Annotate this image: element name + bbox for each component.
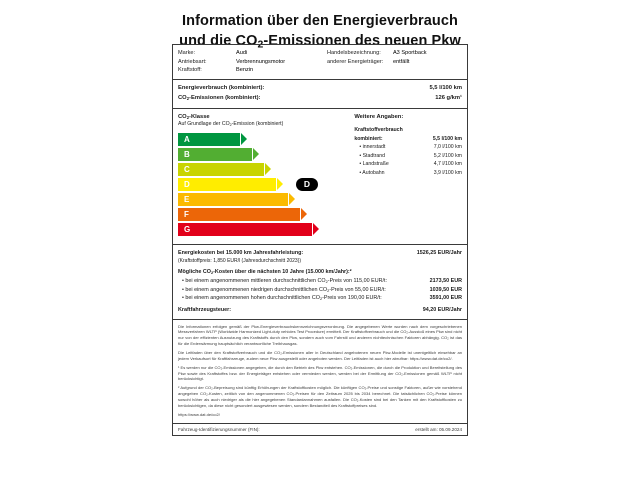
further-details-subtitle: Kraftstoffverbrauch xyxy=(354,126,403,133)
identity-column-left xyxy=(178,49,327,75)
legal-paragraph: Die Informationen erfolgen gemäß der Pkw-Energieverbrauchskennzeichnungsverordnung. Die angegebenen Werte wurden nach dem vorgeschriebenen Messverfahren WLTP (Worldwide Harmonized Light-duty vehicles Test Procedure) ermittelt. Der Kraftstoffverbrauch und die CO₂-Ausstoß eines Pkw sind nicht nur von der effizienten Ausnutzung des Kraftstoffs durch den Pkw, sondern auch vom Fahrstil und anderen nichttechnischen Faktoren abhängig. CO₂ ist das für die Erderwärmung hauptsächlich verantwortliche Treibhausgas. xyxy=(178,323,462,347)
further-details-title: Weitere Angaben: xyxy=(354,113,404,120)
other-energy-label: anderer Energieträger: xyxy=(326,58,384,65)
class-letter: E xyxy=(184,194,190,204)
class-letter: C xyxy=(184,164,190,174)
co2-subscript: 2 xyxy=(210,270,214,276)
legal-paragraph: ² Aufgrund der CO₂-Bepreisung sind künftig Erhöhungen der Kraftstoffkosten möglich. Die künftigen CO₂-Preise und sonstige Faktoren, außer wie vorstehend angegeben CO₂-Kosten, zeitlich von den angenommenen CO₂-Preisen für den Zeitraum 2025 bis 2034 berechnet. Die tatsächlichen CO₂-Preise können sowohl höher als auch niedriger als die hier angegebenen Standardannahmen ausfallen. Die CO₂-Kosten sind bei den Tanken mit den Kraftstoffkosten zu berücksichtigen, da diese nicht gesondert ausgewiesen werden, sondern Bestandteil des Kraftstoffpreises sind. xyxy=(178,385,462,408)
further-details-list xyxy=(354,135,462,178)
legal-paragraph: ¹ Es werden nur die CO₂-Emissionen angegeben, die durch den Betrieb des Pkw entstehen. CO₂-Emissionen, die durch die Produktion und Bereitstellung des Pkw sowie des Kraftstoffes bzw. der Energieträger entstehen oder vermieden werden, werden bei der Ermittlung der CO₂-Emissionen gemäß WLTP nicht berücksichtigt. xyxy=(178,364,462,382)
vehicle-identity-section xyxy=(173,45,467,80)
fuel-label: Kraftstoff: xyxy=(178,67,202,74)
co2-subscript: 2 xyxy=(325,278,328,284)
class-bar-e xyxy=(178,193,350,207)
table-row xyxy=(178,49,327,58)
table-row xyxy=(327,49,462,58)
brand-label: Marke: xyxy=(178,50,196,56)
co2-cost-low-label: • bei einem angenommenen niedrigen durchschnittlichen $CO_2$-Preis von 55,00 EUR/t: xyxy=(182,286,386,293)
identity-column-right xyxy=(327,49,462,75)
energy-cost-value: 1526,25 EUR/Jahr xyxy=(416,249,462,256)
table-row xyxy=(178,94,462,104)
page-title-line2: und die $CO_2$-Emissionen des neuen Pkw xyxy=(179,32,461,51)
co2-subscript: 2 xyxy=(319,296,323,302)
vin-label: Fahrzeug-Identifizierungsnummer (FIN): xyxy=(178,426,260,432)
list-item: kombiniert: 5,5 l/100 km xyxy=(354,135,462,142)
label-frame xyxy=(172,44,468,436)
co2-cost-low-value: 1039,50 EUR xyxy=(429,286,462,293)
vehicle-tax-label: Kraftfahrzeugsteuer: xyxy=(178,306,232,313)
legal-link[interactable]: https://www.dat.de/co2/ xyxy=(178,411,220,417)
table-row xyxy=(178,66,327,75)
fuel-price-note: (Kraftstoffpreis: 1,850 EUR/l (Jahresdurchschnitt 2023)) xyxy=(178,258,302,265)
legal-paragraph: Die Leitfaden über den Kraftstoffverbrauch und die CO₂-Emissionen aller in Deutschland angebotenen neuen Pkw-Modelle ist unentgeltlich einsehbar an jedem Verkaufsort für Kraftfahrzeuge, zudem neue Pkw ausgestellt oder angeboten werden. Der Leitfaden ist auch hier abrufbar: https://www.dat.de/co2/. xyxy=(178,349,462,361)
other-energy-value: entfällt xyxy=(392,58,410,65)
combined-consumption-value: 5,5 l/100 km xyxy=(429,84,462,91)
vehicle-tax-value: 94,20 EUR/Jahr xyxy=(422,306,462,313)
combined-co2-label: $CO_2$-Emissionen (kombiniert): xyxy=(178,94,261,101)
page-title-line1: Information über den Energieverbrauch xyxy=(181,13,459,29)
table-row xyxy=(178,286,462,295)
table-row xyxy=(178,306,462,315)
class-letter: B xyxy=(184,149,190,159)
class-letter: A xyxy=(184,134,190,144)
list-item: • Autobahn 3,9 l/100 km xyxy=(359,169,462,176)
energy-cost-label: Energiekosten bei 15.000 km Jahresfahrleistung: xyxy=(178,249,304,256)
created-date: erstellt am: 05.09.2024 xyxy=(415,426,462,432)
fuel-value: Benzin xyxy=(236,67,254,74)
consumption-summary-section xyxy=(173,80,467,109)
table-row xyxy=(178,249,462,258)
class-bars xyxy=(178,133,350,237)
costs-section xyxy=(173,245,467,320)
table-row xyxy=(178,294,462,303)
class-letter: F xyxy=(184,209,189,219)
class-bar-g xyxy=(178,223,350,237)
status-badge: D xyxy=(296,178,318,192)
co2-cost-high-value: 3591,00 EUR xyxy=(429,295,462,302)
co2-subscript: 2 xyxy=(186,95,190,101)
co2-subscript: 2 xyxy=(327,287,330,293)
co2-subscript: 2 xyxy=(229,122,232,127)
drive-type-value: Verbrennungsmotor xyxy=(236,58,286,65)
table-row xyxy=(327,58,462,67)
class-bar-d xyxy=(178,178,350,192)
list-item: • Landstraße 4,7 l/100 km xyxy=(359,161,462,168)
list-item: • Stadtrand 5,2 l/100 km xyxy=(359,152,462,159)
further-details-panel xyxy=(350,114,462,238)
co2-subscript: 2 xyxy=(257,39,264,51)
class-letter: D xyxy=(184,179,190,189)
co2-cost-heading: Mögliche $CO_2$-Kosten über die nächsten 10 Jahre (15.000 km/Jahr):² xyxy=(178,269,352,276)
table-row xyxy=(178,277,462,286)
identity-grid xyxy=(178,49,462,75)
co2-class-heading: $CO_2$-Klasse xyxy=(178,113,210,120)
co2-class-scale xyxy=(178,114,350,238)
co2-class-section xyxy=(173,109,467,245)
legal-notice-section xyxy=(173,320,467,423)
class-bar-b xyxy=(178,148,350,162)
class-bar-f xyxy=(178,208,350,222)
class-letter: G xyxy=(184,224,191,234)
combined-consumption-label: Energieverbrauch (kombiniert): xyxy=(178,84,265,91)
co2-cost-medium-label: • bei einem angenommenen mittleren durchschnittlichen $CO_2$-Preis von 115,00 EUR/t: xyxy=(182,277,388,284)
document-footer xyxy=(173,423,467,435)
class-bar-a xyxy=(178,133,350,147)
combined-co2-value: 126 g/km¹ xyxy=(435,94,462,101)
model-value: A3 Sportback xyxy=(392,50,427,56)
co2-subscript: 2 xyxy=(186,114,190,120)
table-row xyxy=(178,58,327,67)
class-bar-c xyxy=(178,163,350,177)
co2-cost-high-label: • bei einem angenommenen hohen durchschnittlichen $CO_2$-Preis von 190,00 EUR/t: xyxy=(182,295,382,302)
table-row xyxy=(178,84,462,94)
co2-cost-medium-value: 2173,50 EUR xyxy=(429,277,462,284)
list-item: • innerstadt 7,0 l/100 km xyxy=(359,144,462,151)
co2-class-subheading: Auf Grundlage der $CO_2$-Emission (kombiniert) xyxy=(178,120,284,127)
model-label: Handelsbezeichnung: xyxy=(326,50,381,56)
brand-value: Audi xyxy=(236,50,248,56)
drive-type-label: Antriebsart: xyxy=(178,58,207,65)
